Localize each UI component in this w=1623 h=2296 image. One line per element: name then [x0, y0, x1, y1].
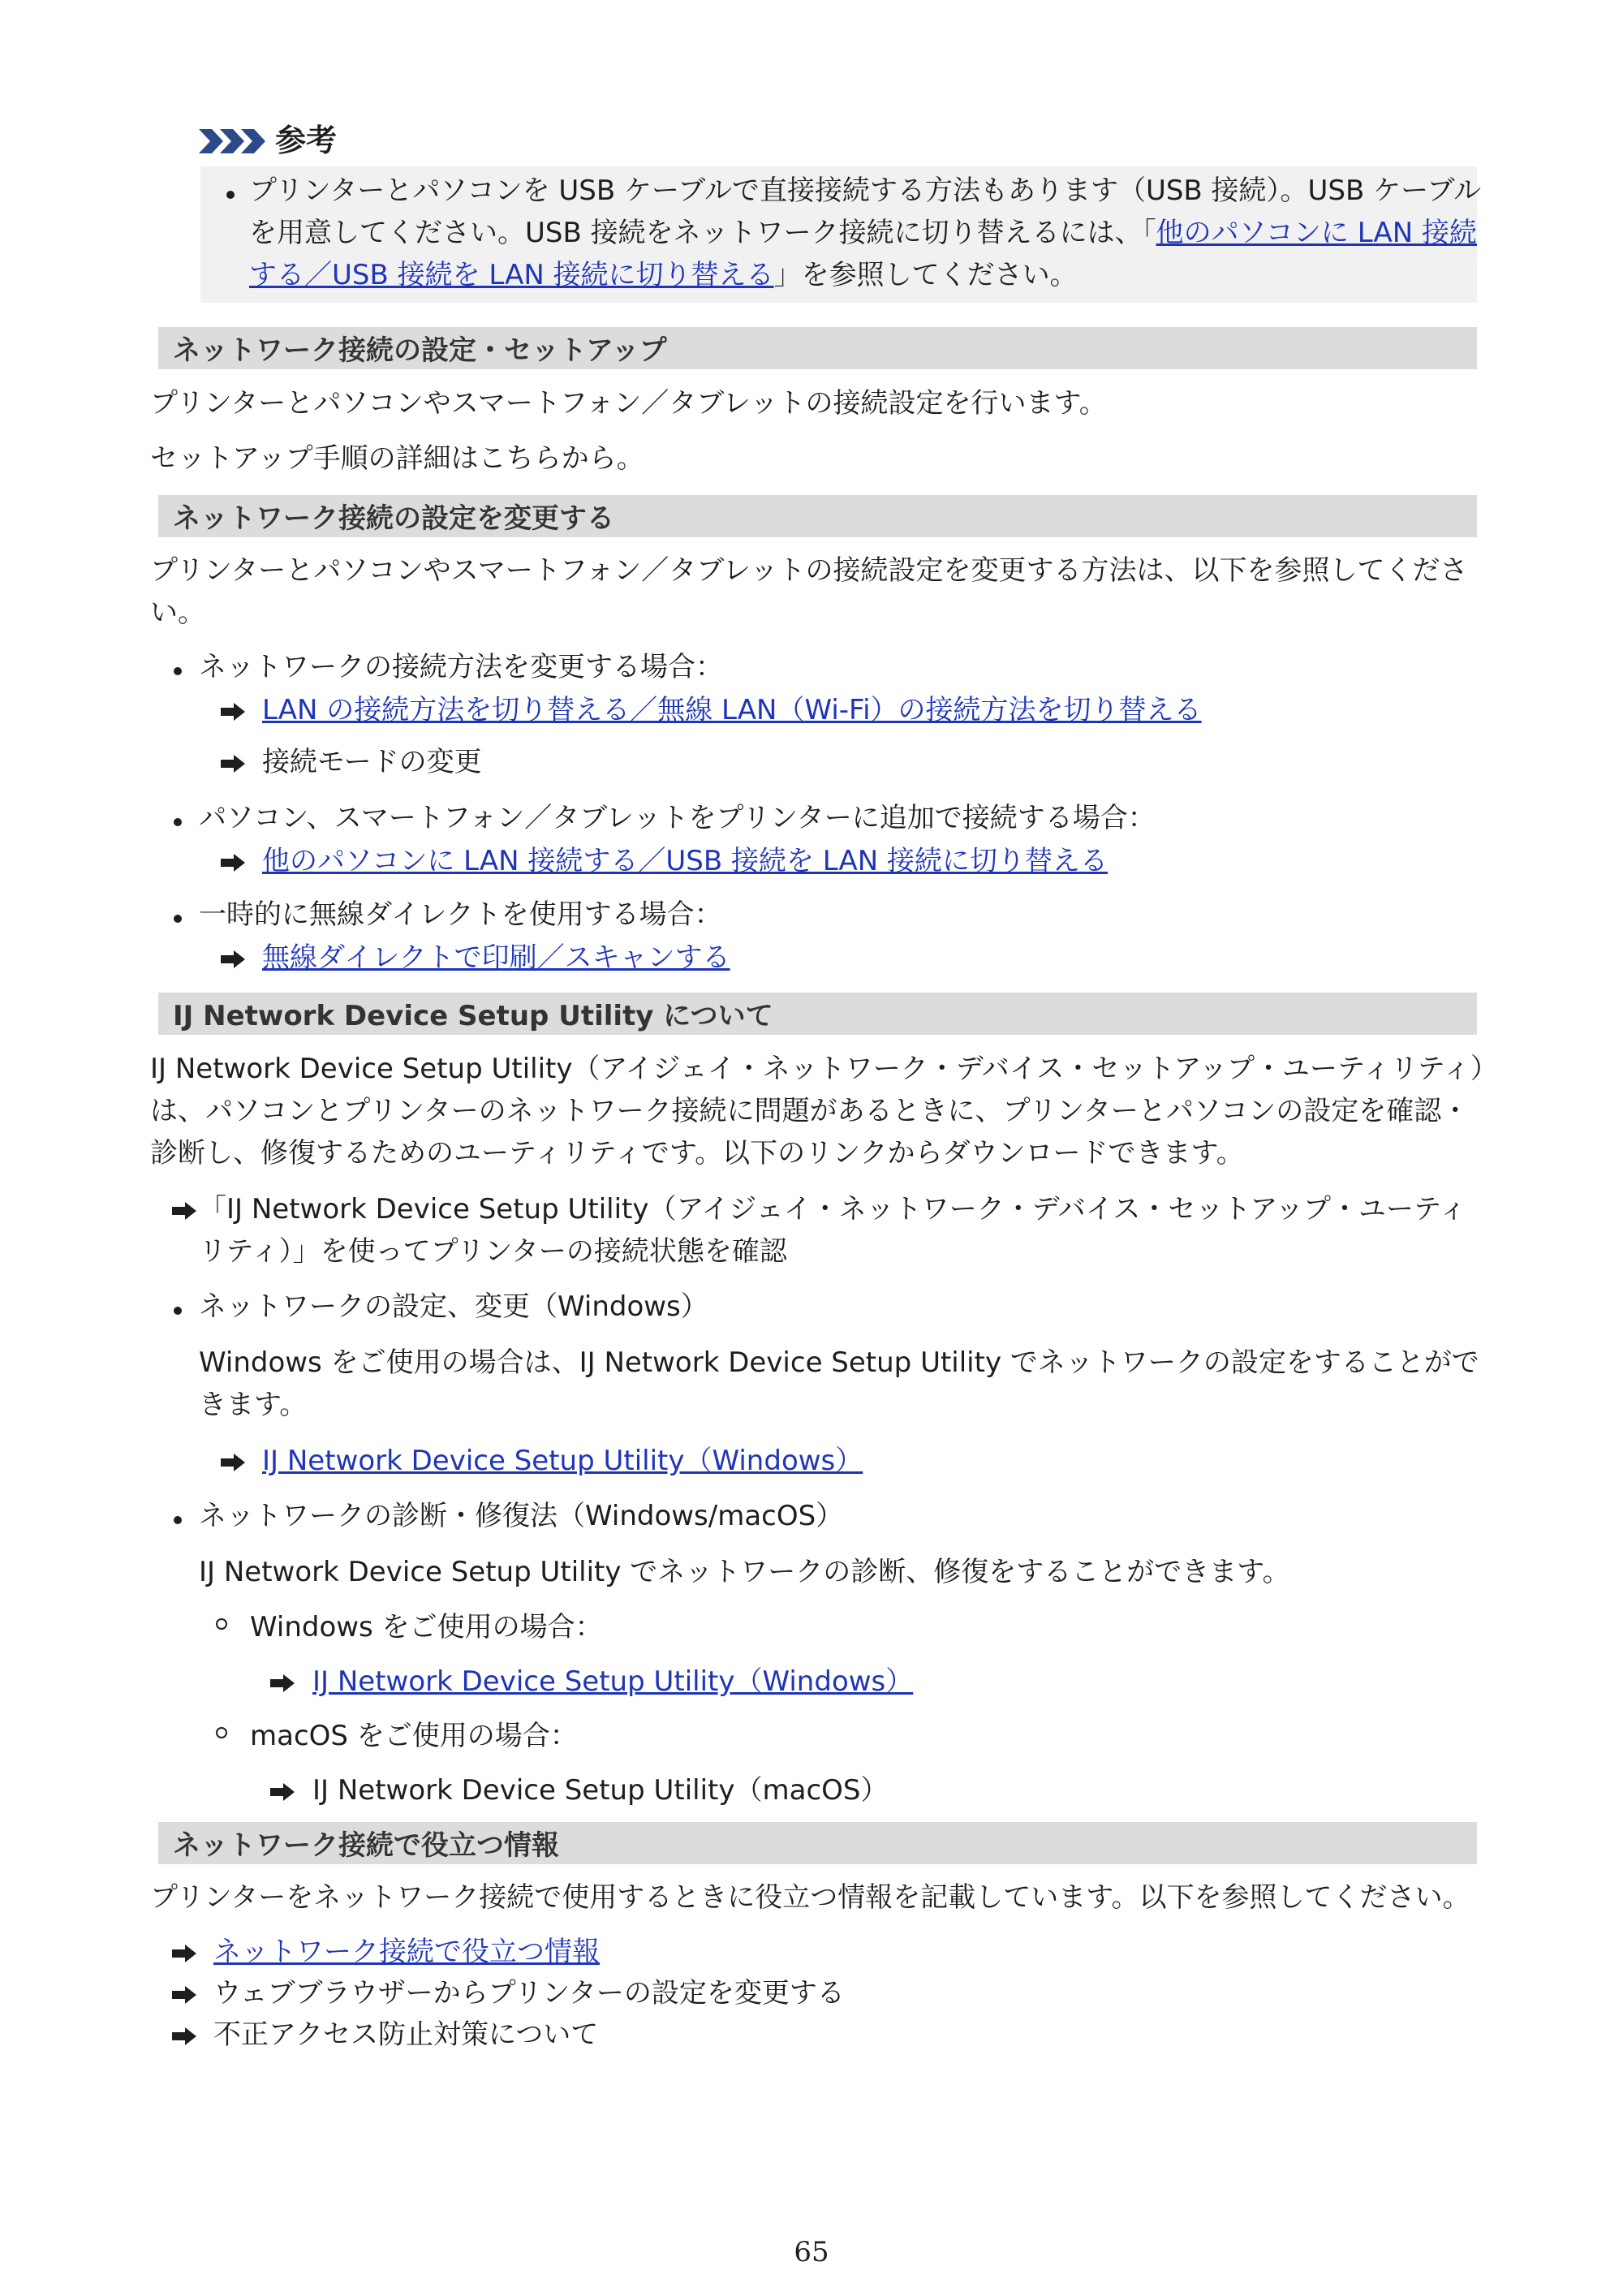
arrow-right-icon: [172, 1986, 196, 2004]
arrow-right-icon: [172, 2027, 196, 2045]
note-box: [200, 166, 1482, 303]
paragraph-line: プリンターとパソコンやスマートフォン／タブレットの接続設定を変更する方法は、以下を参照してくださ: [150, 554, 1468, 587]
link-other-pc-lan-part2[interactable]: する／USB 接続を LAN 接続に切り替える: [249, 259, 774, 291]
section-heading-text: ネットワーク接続の設定を変更する: [173, 502, 614, 535]
paragraph-line: Windows をご使用の場合は、IJ Network Device Setup Utility でネットワークの設定をすることがで: [199, 1346, 1479, 1379]
bullet-dot: [174, 1516, 182, 1524]
bullet-dot: [174, 667, 182, 675]
arrow-right-icon: [221, 1454, 245, 1471]
note-line-3-text: 」を参照してください。: [773, 259, 1078, 291]
page-number: 65: [794, 2236, 829, 2268]
section-heading-text: ネットワーク接続で役立つ情報: [173, 1829, 559, 1862]
list-item: 接続モードの変更: [262, 746, 482, 778]
arrow-right-icon: [172, 1202, 196, 1220]
list-item-line: リティ）」を使ってプリンターの接続状態を確認: [199, 1235, 787, 1268]
arrow-right-icon: [270, 1783, 295, 1801]
triple-chevron-icon: [199, 129, 267, 153]
paragraph-line: は、パソコンとプリンターのネットワーク接続に問題があるときに、プリンターとパソコンの設定を確認・: [150, 1095, 1470, 1127]
arrow-right-icon: [270, 1674, 295, 1692]
arrow-right-icon: [221, 703, 245, 721]
list-item: ネットワークの接続方法を変更する場合：: [199, 651, 723, 683]
paragraph: プリンターをネットワーク接続で使用するときに役立つ情報を記載しています。以下を参照してください。: [150, 1881, 1470, 1914]
list-item: 一時的に無線ダイレクトを使用する場合：: [199, 898, 722, 931]
bullet-dot: [174, 818, 182, 826]
section-heading-change-settings: [158, 495, 1477, 537]
section-heading-setup: [158, 327, 1477, 369]
link-wireless-direct[interactable]: 無線ダイレクトで印刷／スキャンする: [262, 941, 730, 974]
link-ij-utility-windows-2[interactable]: IJ Network Device Setup Utility（Windows）: [312, 1665, 914, 1698]
section-heading-text: IJ Network Device Setup Utility について: [173, 1000, 773, 1032]
paragraph-line: きます。: [199, 1389, 308, 1421]
sub-bullet-circle: [216, 1618, 227, 1630]
link-switch-lan-method[interactable]: LAN の接続方法を切り替える／無線 LAN（Wi-Fi）の接続方法を切り替える: [262, 694, 1202, 726]
note-line-1: プリンターとパソコンを USB ケーブルで直接接続する方法もあります（USB 接続）。USB ケーブル: [249, 174, 1482, 207]
paragraph: セットアップ手順の詳細はこちらから。: [150, 442, 644, 475]
bullet-dot: [226, 191, 235, 199]
note-line-3: [249, 255, 1078, 296]
section-heading-ij-utility: [158, 993, 1477, 1035]
arrow-right-icon: [221, 755, 245, 773]
arrow-right-icon: [172, 1945, 196, 1962]
arrow-right-icon: [221, 950, 245, 968]
arrow-right-icon: [221, 854, 245, 872]
sub-list-item: Windows をご使用の場合：: [250, 1611, 603, 1643]
link-other-pc-lan[interactable]: 他のパソコンに LAN 接続する／USB 接続を LAN 接続に切り替える: [262, 845, 1108, 877]
sub-list-item: macOS をご使用の場合：: [250, 1720, 578, 1752]
section-heading-useful-info: [158, 1822, 1477, 1864]
note-title: [199, 118, 337, 164]
bullet-dot: [174, 915, 182, 923]
paragraph-line: い。: [150, 597, 205, 629]
list-item: IJ Network Device Setup Utility（macOS）: [312, 1774, 889, 1807]
sub-bullet-circle: [216, 1727, 227, 1738]
list-item-line: 「IJ Network Device Setup Utility（アイジェイ・ネットワーク・デバイス・セットアップ・ユーティ: [199, 1193, 1467, 1226]
list-item: ネットワークの設定、変更（Windows）: [199, 1290, 708, 1323]
section-heading-text: ネットワーク接続の設定・セットアップ: [173, 334, 667, 367]
note-heading: 参考: [275, 123, 338, 158]
note-line-2-text: を用意してください。USB 接続をネットワーク接続に切り替えるには、「: [249, 217, 1156, 249]
link-useful-info[interactable]: ネットワーク接続で役立つ情報: [213, 1936, 600, 1968]
note-line-2: [249, 213, 1477, 254]
paragraph: IJ Network Device Setup Utility でネットワークの診断、修復をすることができます。: [199, 1556, 1290, 1588]
list-item: 不正アクセス防止対策について: [213, 2018, 599, 2051]
bullet-dot: [174, 1307, 182, 1315]
link-other-pc-lan-part1[interactable]: 他のパソコンに LAN 接続: [1156, 217, 1477, 249]
list-item: ウェブブラウザーからプリンターの設定を変更する: [213, 1977, 845, 2010]
paragraph: プリンターとパソコンやスマートフォン／タブレットの接続設定を行います。: [150, 387, 1107, 420]
list-item: ネットワークの診断・修復法（Windows/macOS）: [199, 1500, 844, 1532]
paragraph-line: 診断し、修復するためのユーティリティです。以下のリンクからダウンロードできます。: [150, 1137, 1244, 1170]
paragraph-line: IJ Network Device Setup Utility（アイジェイ・ネットワーク・デバイス・セットアップ・ユーティリティ）: [150, 1053, 1498, 1085]
link-ij-utility-windows[interactable]: IJ Network Device Setup Utility（Windows）: [262, 1445, 863, 1477]
list-item: パソコン、スマートフォン／タブレットをプリンターに追加で接続する場合：: [199, 802, 1156, 834]
